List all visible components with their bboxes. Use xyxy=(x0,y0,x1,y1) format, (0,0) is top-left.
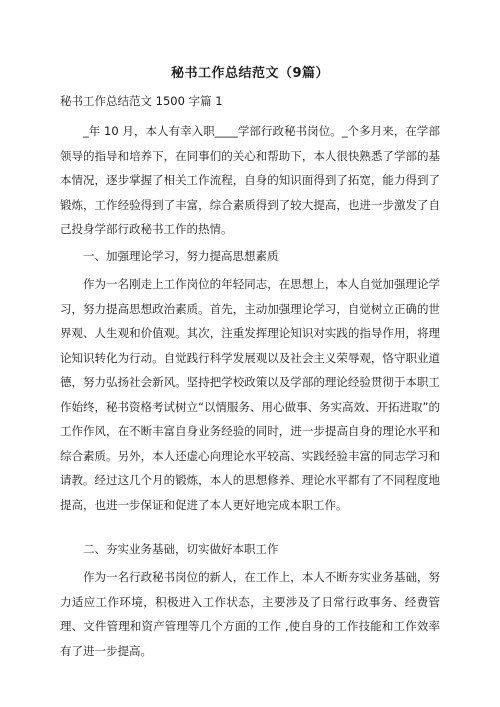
section-heading-1: 一、加强理论学习，努力提高思想素质 xyxy=(83,249,279,263)
section-heading-2: 二、夯实业务基础，切实做好本职工作 xyxy=(83,542,279,556)
paragraph-intro: _年 10 月，本人有幸入职____学部行政秘书岗位。_个多月来，在学部领导的指导和培养下，在同事们的关心和帮助下，本人很快熟悉了学部的基本情况，逐步掌握了相关工作流程，自身的知识面得到了拓宽，能力得到了锻炼，工作经验得到了丰富，综合素质得到了较大提高，也进一步激发了自己投身学部行政秘书工作的热情。 xyxy=(60,124,440,236)
paragraph-theory-study: 作为一名刚走上工作岗位的年轻同志，在思想上，本人自觉加强理论学习，努力提高思想政治素质。首先，主动加强理论学习，自觉树立正确的世界观、人生观和价值观。其次，注重发挥理论知识对实践的指导作用，将理论知识转化为行动。自觉践行科学发展观以及社会主义荣辱观，恪守职业道德，努力弘扬社会新风。坚持把学校政策以及学部的理论经验贯彻于本职工作始终，秘书资格考试树立“以情服务、用心做事、务实高效、开拓进取”的工作作风，在不断丰富自身业务经验的同时，进一步提高自身的理论水平和综合素质。另外，本人还虚心向理论水平较高、实践经验丰富的同志学习和请教。经过这几个月的锻炼，本人的思想修养、理论水平都有了不同程度地提高，也进一步保证和促进了本人更好地完成本职工作。 xyxy=(60,277,440,512)
document-title: 秘书工作总结范文（9篇） xyxy=(170,66,330,81)
document-subtitle: 秘书工作总结范文 1500 字篇 1 xyxy=(60,94,223,108)
paragraph-business-foundation: 作为一名行政秘书岗位的新人，在工作上，本人不断夯实业务基础，努力适应工作环境，积极进入工作状态，主要涉及了日常行政事务、经费管理、文件管理和资产管理等几个方面的工作 ,使自身的工作技能和工作效率有了进一步提高。 xyxy=(60,570,440,658)
